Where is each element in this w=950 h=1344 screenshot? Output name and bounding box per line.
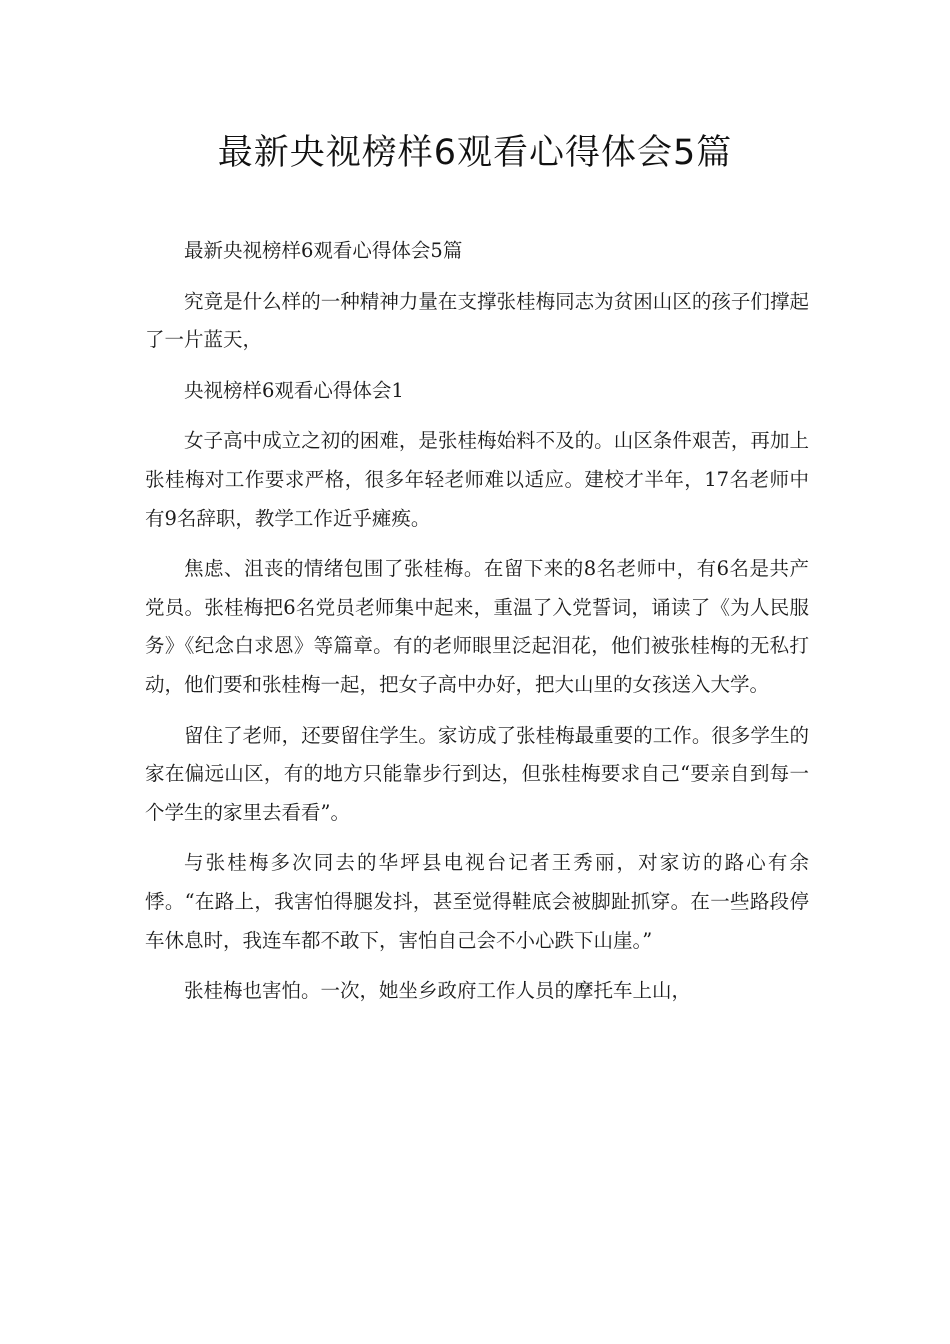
paragraph-subtitle: 最新央视榜样6观看心得体会5篇 (184, 239, 463, 262)
paragraph: 与张桂梅多次同去的华坪县电视台记者王秀丽，对家访的路心有余悸。“在路上，我害怕得腿发抖，甚至觉得鞋底会被脚趾抓穿。在一些路段停车休息时，我连车都不敢下，害怕自己会不小心跌下山崖。” (145, 851, 809, 952)
document-body (145, 232, 809, 1023)
paragraph: 张桂梅也害怕。一次，她坐乡政府工作人员的摩托车上山， (184, 979, 692, 1003)
paragraph: 女子高中成立之初的困难，是张桂梅始料不及的。山区条件艰苦，再加上张桂梅对工作要求严格，很多年轻老师难以适应。建校才半年，17名老师中有9名辞职，教学工作近乎瘫痪。 (145, 429, 809, 530)
paragraph-intro: 究竟是什么样的一种精神力量在支撑张桂梅同志为贫困山区的孩子们撑起了一片蓝天， (145, 289, 809, 352)
document-title: 最新央视榜样6观看心得体会5篇 (217, 133, 733, 173)
paragraph: 焦虑、沮丧的情绪包围了张桂梅。在留下来的8名老师中，有6名是共产党员。张桂梅把6名党员老师集中起来，重温了入党誓词，诵读了《为人民服务》《纪念白求恩》等篇章。有的老师眼里泛起泪花，他们被张桂梅的无私打动，他们要和张桂梅一起，把女子高中办好，把大山里的女孩送入大学。 (145, 557, 809, 696)
paragraph: 留住了老师，还要留住学生。家访成了张桂梅最重要的工作。很多学生的家在偏远山区，有的地方只能靠步行到达，但张桂梅要求自己“要亲自到每一个学生的家里去看看”。 (145, 723, 809, 824)
section-heading: 央视榜样6观看心得体会1 (184, 378, 404, 402)
